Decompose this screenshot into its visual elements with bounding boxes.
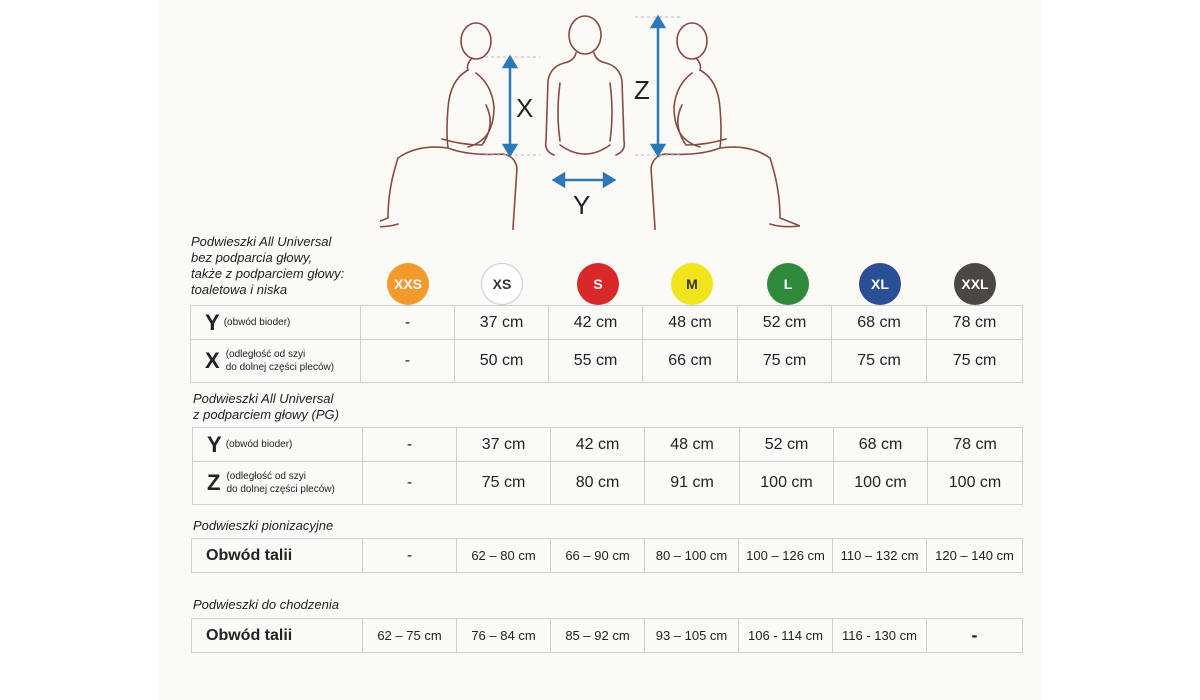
- measure-desc: (obwód bioder): [223, 317, 291, 328]
- table-cell: -: [363, 539, 457, 573]
- measure-desc-line: (odległość od szyi: [226, 471, 306, 482]
- table-cell: 68 cm: [834, 428, 928, 462]
- table-cell: 78 cm: [927, 306, 1023, 340]
- table-cell: 91 cm: [645, 462, 740, 505]
- measure-desc: [226, 348, 334, 374]
- section2-table: [192, 427, 1023, 505]
- size-badge-l: [767, 263, 809, 305]
- measure-desc: [226, 470, 334, 496]
- measure-desc: (obwód bioder): [225, 439, 293, 450]
- table-cell: 80 – 100 cm: [645, 539, 739, 573]
- table-cell: 48 cm: [643, 306, 738, 340]
- table-cell: 50 cm: [455, 340, 549, 383]
- table-cell: 52 cm: [738, 306, 832, 340]
- size-badge-xl: [859, 263, 901, 305]
- side-figure-right: [651, 23, 800, 230]
- table-cell: -: [363, 462, 457, 505]
- table-cell: 75 cm: [738, 340, 832, 383]
- size-badge-xxl: [954, 263, 996, 305]
- table-cell: 75 cm: [832, 340, 927, 383]
- table-row: [192, 619, 1023, 653]
- table-cell: 76 – 84 cm: [457, 619, 551, 653]
- size-badge-label: XXS: [393, 276, 422, 292]
- table-row: [193, 428, 1023, 462]
- size-badge-s: [577, 263, 619, 305]
- size-badge-label: XL: [871, 276, 889, 292]
- back-figure-center: [546, 16, 625, 155]
- table-row: [191, 306, 1023, 340]
- table-cell: 85 – 92 cm: [551, 619, 645, 653]
- table-row: [193, 462, 1023, 505]
- table-row: [191, 340, 1023, 383]
- section3-table: [191, 538, 1023, 573]
- section1-title-line: także z podparciem głowy:: [191, 266, 345, 281]
- table-cell: -: [927, 619, 1023, 653]
- size-badge-label: M: [686, 276, 698, 292]
- section2-title-line: Podwieszki All Universal: [193, 391, 334, 406]
- table-cell: 42 cm: [551, 428, 645, 462]
- table-cell: 52 cm: [740, 428, 834, 462]
- table-cell: 66 cm: [643, 340, 738, 383]
- table-cell: 78 cm: [928, 428, 1023, 462]
- section2-title: [193, 391, 339, 423]
- table-cell: 68 cm: [832, 306, 927, 340]
- measure-letter: X: [205, 348, 220, 373]
- measure-desc-line: do dolnej części pleców): [226, 484, 335, 495]
- measure-letter: Y: [205, 309, 220, 335]
- table-cell: 106 - 114 cm: [739, 619, 833, 653]
- table-cell: 100 cm: [740, 462, 834, 505]
- table-cell: 80 cm: [551, 462, 645, 505]
- side-figure-left: [380, 23, 517, 230]
- section4-title: Podwieszki do chodzenia: [193, 597, 339, 612]
- y-label: Y: [573, 190, 591, 220]
- table-cell: 110 – 132 cm: [833, 539, 927, 573]
- table-cell: -: [361, 340, 455, 383]
- section4-table: [191, 618, 1023, 653]
- table-cell: 62 – 80 cm: [457, 539, 551, 573]
- table-cell: -: [361, 306, 455, 340]
- size-badge-xxs: [387, 263, 429, 305]
- section3-title: Podwieszki pionizacyjne: [193, 518, 334, 533]
- table-cell: 37 cm: [455, 306, 549, 340]
- section1-title-line: toaletowa i niska: [191, 282, 288, 297]
- table-cell: 75 cm: [927, 340, 1023, 383]
- table-cell: 42 cm: [549, 306, 643, 340]
- size-badge-m: [671, 263, 713, 305]
- size-badge-label: XXL: [961, 276, 989, 292]
- body-measurement-illustration: [380, 5, 800, 230]
- table-cell: 66 – 90 cm: [551, 539, 645, 573]
- row-label: [191, 306, 361, 340]
- measure-desc-line: (odległość od szyi: [225, 349, 306, 360]
- section1-title: [191, 234, 344, 298]
- z-label: Z: [634, 75, 650, 105]
- row-label: Obwód talii: [192, 619, 363, 653]
- row-label: [193, 462, 363, 505]
- measure-letter: Y: [207, 431, 222, 457]
- table-cell: 55 cm: [549, 340, 643, 383]
- seated-figures-drawing: [380, 5, 800, 230]
- measure-letter: Z: [207, 470, 221, 495]
- table-cell: 37 cm: [457, 428, 551, 462]
- table-cell: 120 – 140 cm: [927, 539, 1023, 573]
- section1-table: [190, 305, 1023, 383]
- row-label: Obwód talii: [192, 539, 363, 573]
- table-cell: 100 – 126 cm: [739, 539, 833, 573]
- table-cell: -: [363, 428, 457, 462]
- size-badge-label: S: [593, 276, 603, 292]
- table-row: [192, 539, 1023, 573]
- table-cell: 62 – 75 cm: [363, 619, 457, 653]
- section1-title-line: bez podparcia głowy,: [191, 250, 313, 265]
- table-cell: 48 cm: [645, 428, 740, 462]
- row-label: [191, 340, 361, 383]
- table-cell: 75 cm: [457, 462, 551, 505]
- x-label: X: [516, 93, 534, 123]
- row-label: [193, 428, 363, 462]
- table-cell: 100 cm: [928, 462, 1023, 505]
- table-cell: 100 cm: [834, 462, 928, 505]
- size-badge-xs: [481, 263, 523, 305]
- table-cell: 116 - 130 cm: [833, 619, 927, 653]
- size-badge-label: XS: [492, 276, 512, 292]
- section2-title-line: z podparciem głowy (PG): [193, 407, 339, 422]
- size-badge-label: L: [783, 276, 793, 292]
- table-cell: 93 – 105 cm: [645, 619, 739, 653]
- section1-title-line: Podwieszki All Universal: [191, 234, 332, 249]
- measure-desc-line: do dolnej części pleców): [225, 362, 335, 373]
